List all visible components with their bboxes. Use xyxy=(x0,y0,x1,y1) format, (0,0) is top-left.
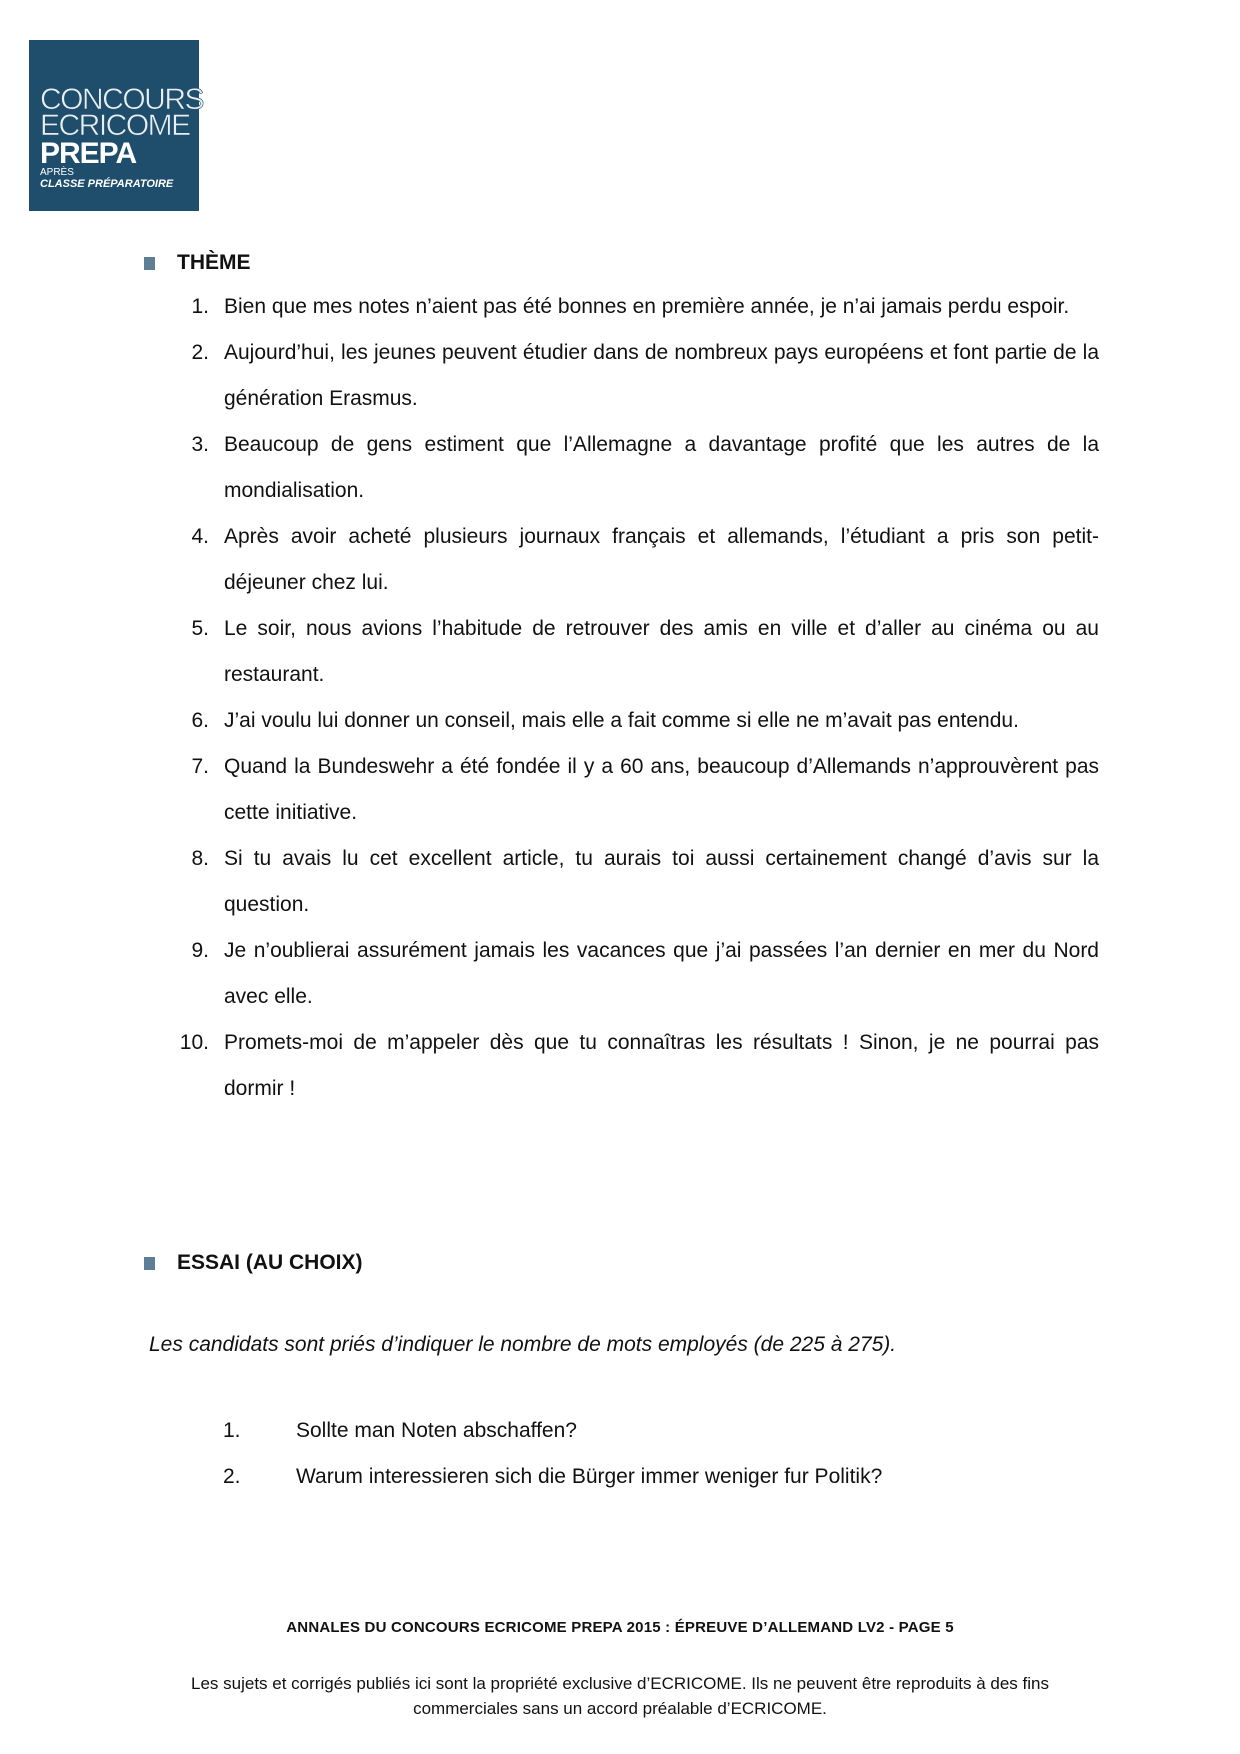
item-text: Warum interessieren sich die Bürger immer weniger fur Politik? xyxy=(296,1465,883,1488)
logo-line-ecricome: ECRICOME xyxy=(40,109,190,142)
list-item xyxy=(179,514,1099,606)
item-text: Promets-moi de m’appeler dès que tu connaîtras les résultats ! Sinon, je ne pourrai pas dormir ! xyxy=(224,1031,1099,1100)
item-number: 3. xyxy=(191,433,209,456)
square-bullet-icon xyxy=(144,1257,155,1270)
list-item xyxy=(179,928,1099,1020)
footer-copyright-note: Les sujets et corrigés publiés ici sont la propriété exclusive d’ECRICOME. Ils ne peuvent être reproduits à des fins commerciales sans un accord préalable d’ECRICOME. xyxy=(191,1674,1049,1718)
item-number: 2. xyxy=(191,341,209,364)
logo-line-apres: APRÈS xyxy=(40,167,74,178)
item-number: 8. xyxy=(191,847,209,870)
logo-line-classe-preparatoire: CLASSE PRÉPARATOIRE xyxy=(40,178,174,190)
item-number: 4. xyxy=(191,525,209,548)
list-item xyxy=(179,606,1099,698)
item-text: Sollte man Noten abschaffen? xyxy=(296,1419,577,1442)
list-item xyxy=(223,1408,882,1454)
item-number: 1. xyxy=(223,1419,241,1442)
logo-line-prepa: PREPA xyxy=(40,137,137,170)
ecricome-logo xyxy=(29,40,204,211)
essay-list xyxy=(223,1408,882,1500)
theme-list xyxy=(179,284,1099,1112)
item-text: Bien que mes notes n’aient pas été bonnes en première année, je n’ai jamais perdu espoir. xyxy=(224,295,1070,318)
item-text: Je n’oublierai assurément jamais les vacances que j’ai passées l’an dernier en mer du Nord avec elle. xyxy=(224,939,1099,1008)
item-number: 1. xyxy=(191,295,209,318)
list-item xyxy=(179,1020,1099,1112)
item-number: 9. xyxy=(191,939,209,962)
list-item xyxy=(179,284,1099,330)
list-item xyxy=(179,744,1099,836)
item-text: Quand la Bundeswehr a été fondée il y a 60 ans, beaucoup d’Allemands n’approuvèrent pas cette initiative. xyxy=(224,755,1099,824)
square-bullet-icon xyxy=(144,257,155,270)
item-number: 2. xyxy=(223,1465,241,1488)
theme-section-header xyxy=(144,249,251,277)
item-text: Le soir, nous avions l’habitude de retrouver des amis en ville et d’aller au cinéma ou au restaurant. xyxy=(224,617,1099,686)
essay-instruction: Les candidats sont priés d’indiquer le nombre de mots employés (de 225 à 275). xyxy=(149,1333,897,1356)
list-item xyxy=(223,1454,882,1500)
list-item xyxy=(179,836,1099,928)
item-number: 5. xyxy=(191,617,209,640)
item-text: Aujourd’hui, les jeunes peuvent étudier dans de nombreux pays européens et font partie de la génération Erasmus. xyxy=(224,341,1099,410)
essay-section-header xyxy=(144,1249,363,1277)
list-item xyxy=(179,698,1099,744)
item-text: Si tu avais lu cet excellent article, tu aurais toi aussi certainement changé d’avis sur la question. xyxy=(224,847,1099,916)
item-text: Après avoir acheté plusieurs journaux français et allemands, l’étudiant a pris son petit-déjeuner chez lui. xyxy=(224,525,1099,594)
footer-title: ANNALES DU CONCOURS ECRICOME PREPA 2015 : ÉPREUVE D’ALLEMAND LV2 - PAGE 5 xyxy=(286,1619,954,1636)
item-number: 6. xyxy=(191,709,209,732)
item-text: J’ai voulu lui donner un conseil, mais elle a fait comme si elle ne m’avait pas entendu. xyxy=(224,709,1019,732)
list-item xyxy=(179,330,1099,422)
item-number: 10. xyxy=(179,1031,209,1054)
item-number: 7. xyxy=(191,755,209,778)
logo-line-concours: CONCOURS xyxy=(40,83,204,116)
list-item xyxy=(179,422,1099,514)
essay-title: ESSAI (AU CHOIX) xyxy=(177,1251,363,1274)
theme-title: THÈME xyxy=(177,251,251,274)
item-text: Beaucoup de gens estiment que l’Allemagne a davantage profité que les autres de la mondialisation. xyxy=(224,433,1099,502)
